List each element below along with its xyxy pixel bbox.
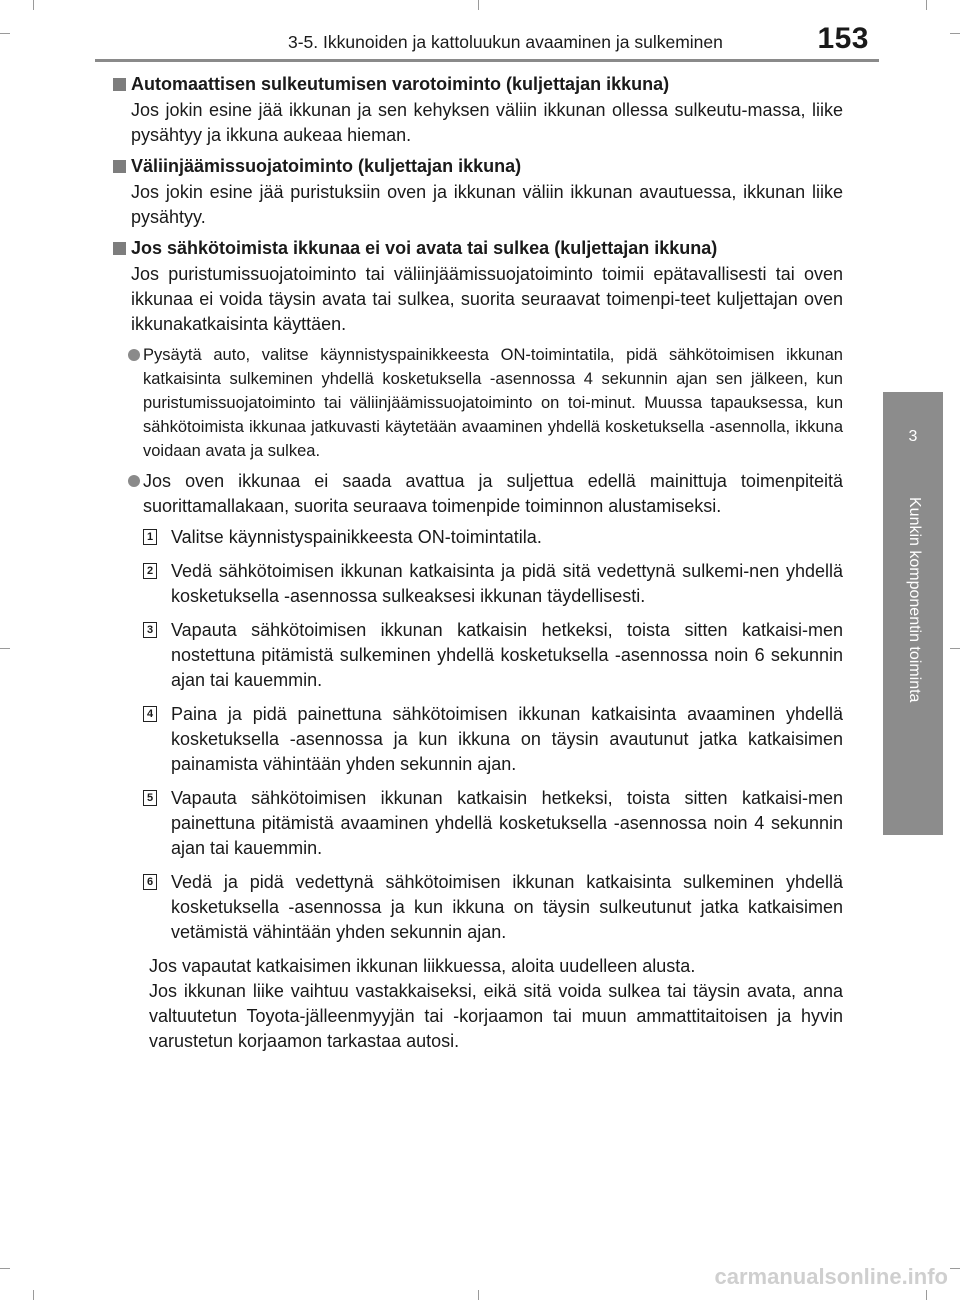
- page-number: 153: [817, 22, 869, 55]
- step-text: Vedä ja pidä vedettynä sähkötoimisen ikkunan katkaisinta sulkeminen yhdellä kosketuksella -asennossa ja kun ikkuna on täysin sulkeutunut jatka katkaisimen vetämistä vähintään yhden sekunnin ajan.: [171, 872, 843, 942]
- section-paragraph: Jos jokin esine jää puristuksiin oven ja ikkunan väliin ikkunan avautuessa, ikkunan liike pysähtyy.: [131, 182, 843, 227]
- square-bullet-icon: [113, 78, 126, 91]
- circle-bullet-icon: [128, 475, 140, 487]
- watermark: carmanualsonline.info: [714, 1264, 948, 1289]
- bullet-item: [113, 469, 843, 519]
- crop-mark: [950, 1268, 960, 1269]
- crop-mark: [0, 648, 10, 649]
- bullet-text: Jos oven ikkunaa ei saada avattua ja suljettua edellä mainittuja toimenpiteitä suorittamallakaan, suorita seuraava toimenpide toiminnon alustamiseksi.: [143, 471, 843, 516]
- step-number-box: 1: [143, 529, 157, 545]
- step-item: [113, 870, 843, 945]
- section-heading: [113, 72, 843, 97]
- step-number-box: 4: [143, 706, 157, 722]
- step-text: Vapauta sähkötoimisen ikkunan katkaisin hetkeksi, toista sitten katkaisi-men painettuna pitämistä avaaminen yhdellä kosketuksella -asennossa noin 4 sekunnin ajan tai kauemmin.: [171, 788, 843, 858]
- crop-mark: [33, 1290, 34, 1300]
- header-rule: [95, 59, 879, 62]
- chapter-title: Kunkin komponentin toiminta: [906, 497, 923, 703]
- section-heading: [113, 154, 843, 179]
- crop-mark: [478, 0, 479, 10]
- square-bullet-icon: [113, 242, 126, 255]
- circle-bullet-icon: [128, 349, 140, 361]
- bullet-text: Pysäytä auto, valitse käynnistyspainikkeesta ON-toimintatila, pidä sähkötoimisen ikkunan katkaisinta sulkeminen yhdellä kosketuksella -asennossa 4 sekunnin ajan sen jälkeen, kun puristumissuojatoiminto tai väliinjäämissuojatoiminto on toi-minut. Muussa tapauksessa, kun sähkötoimista ikkunaa jatkuvasti käytetään avaaminen yhdellä kosketuksella -asennolla, ikkuna voidaan avata ja sulkea.: [143, 346, 843, 460]
- closing-note: Jos ikkunan liike vaihtuu vastakkaiseksi, eikä sitä voida sulkea tai täysin avata, anna valtuutetun Toyota-jälleenmyyjän tai -korjaamon tai muun ammattitaitoisen ja hyvin varustetun korjaamon tarkastaa autosi.: [149, 981, 843, 1051]
- crop-mark: [926, 1290, 927, 1300]
- section-heading-text: Automaattisen sulkeutumisen varotoiminto (kuljettajan ikkuna): [131, 74, 670, 94]
- crop-mark: [950, 648, 960, 649]
- crop-mark: [0, 1268, 10, 1269]
- chapter-number: 3: [908, 428, 918, 445]
- section-heading-text: Jos sähkötoimista ikkunaa ei voi avata tai sulkea (kuljettajan ikkuna): [131, 238, 718, 258]
- step-number-box: 3: [143, 622, 157, 638]
- crop-mark: [478, 1290, 479, 1300]
- section-heading: [113, 236, 843, 261]
- step-text: Valitse käynnistyspainikkeesta ON-toimintatila.: [171, 527, 542, 547]
- step-item: [113, 786, 843, 861]
- crop-mark: [926, 0, 927, 10]
- crop-mark: [33, 0, 34, 10]
- section-title: 3-5. Ikkunoiden ja kattoluukun avaaminen ja sulkeminen: [288, 32, 723, 52]
- bullet-item: [113, 343, 843, 463]
- square-bullet-icon: [113, 160, 126, 173]
- step-text: Paina ja pidä painettuna sähkötoimisen ikkunan katkaisinta avaaminen yhdellä kosketuksella -asennossa ja kun ikkuna on täysin avautunut jatka katkaisimen painamista vähintään yhden sekunnin ajan.: [171, 704, 843, 774]
- step-number-box: 5: [143, 790, 157, 806]
- step-item: [113, 525, 843, 550]
- step-number-box: 6: [143, 874, 157, 890]
- step-number-box: 2: [143, 563, 157, 579]
- step-text: Vapauta sähkötoimisen ikkunan katkaisin hetkeksi, toista sitten katkaisi-men nostettuna pitämistä sulkeminen yhdellä kosketuksella -asennossa noin 6 sekunnin ajan tai kauemmin.: [171, 620, 843, 690]
- section-paragraph: Jos puristumissuojatoiminto tai väliinjäämissuojatoiminto toimii epätavallisesti tai oven ikkunaa ei voida täysin avata tai sulkea, suorita seuraavat toimenpi-teet kuljettajan oven ikkunakatkaisinta käyttäen.: [131, 264, 843, 334]
- page-header: [95, 22, 879, 62]
- page-content: [113, 72, 843, 1054]
- section-heading-text: Väliinjäämissuojatoiminto (kuljettajan ikkuna): [131, 156, 522, 176]
- crop-mark: [950, 33, 960, 34]
- step-item: [113, 702, 843, 777]
- step-item: [113, 559, 843, 609]
- section-paragraph: Jos jokin esine jää ikkunan ja sen kehyksen väliin ikkunan ollessa sulkeutu-massa, liike pysähtyy ja ikkuna aukeaa hieman.: [131, 100, 843, 145]
- chapter-side-tab: [883, 392, 943, 835]
- closing-note: Jos vapautat katkaisimen ikkunan liikkuessa, aloita uudelleen alusta.: [149, 956, 696, 976]
- step-text: Vedä sähkötoimisen ikkunan katkaisinta ja pidä sitä vedettynä sulkemi-nen yhdellä kosketuksella -asennossa sulkeaksesi ikkunan täydellisesti.: [171, 561, 843, 606]
- crop-mark: [0, 33, 10, 34]
- step-item: [113, 618, 843, 693]
